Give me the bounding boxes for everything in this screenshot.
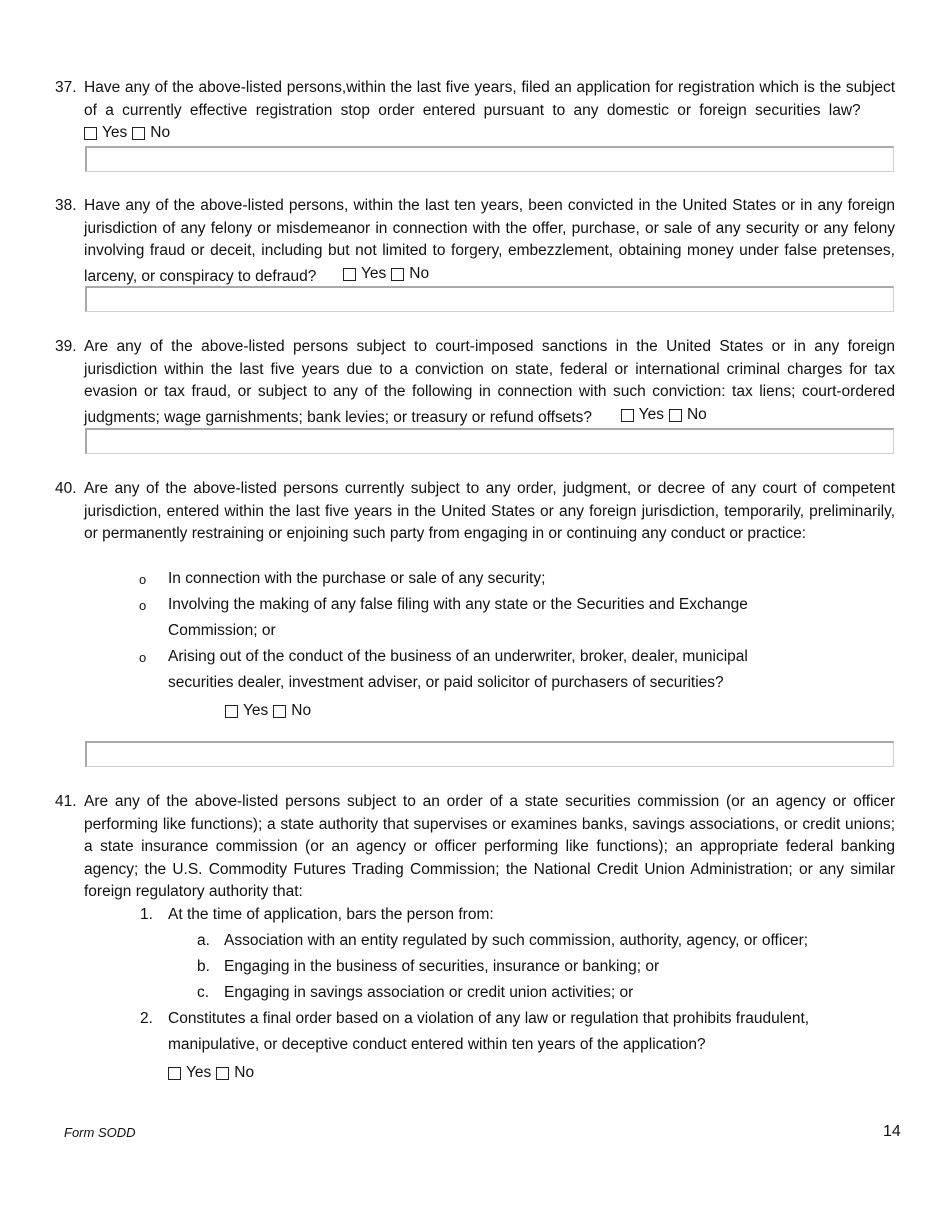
no-checkbox[interactable] xyxy=(669,409,682,422)
page-number: 14 xyxy=(883,1123,901,1140)
bullet-marker: o xyxy=(139,650,147,665)
question-text: Are any of the above-listed persons subject to an order of a state securities commission (or an agency or officer performing like functions); a state authority that supervises or examines banks, savings associations, or credit unions; a state insurance commission (or an agency or officer performing like functions); an appropriate federal banking agency; the U.S. Commodity Futures Trading Commission; the National Credit Union Administration; or any similar foreign regulatory authority that: xyxy=(84,793,895,901)
yes-no-group xyxy=(84,122,175,145)
list-marker: 2. xyxy=(140,1010,153,1027)
answer-field-38[interactable] xyxy=(85,286,894,312)
yes-checkbox[interactable] xyxy=(225,705,238,718)
question-40 xyxy=(55,478,895,546)
bullet-marker: o xyxy=(139,598,147,613)
question-body: Are any of the above-listed persons subject to court-imposed sanctions in the United States or in any foreign jurisdiction within the last five years due to a conviction on state, federal or international criminal charges for tax evasion or tax fraud, or subject to any of the following in connection with such conviction: tax liens; court-ordered judgments; wage garnishments; bank levies; or treasury or refund offsets? xyxy=(84,338,895,426)
no-checkbox[interactable] xyxy=(273,705,286,718)
question-text xyxy=(84,77,895,148)
yes-label: Yes xyxy=(102,124,128,142)
question-number: 37. xyxy=(55,79,77,96)
list-marker: 1. xyxy=(140,906,153,923)
bullet-marker: o xyxy=(139,572,147,587)
bullet-item: Involving the making of any false filing with any state or the Securities and Exchange xyxy=(168,596,748,613)
bullet-item: In connection with the purchase or sale of any security; xyxy=(168,570,546,587)
question-text: Are any of the above-listed persons currently subject to any order, judgment, or decree of any court of competent jurisdiction, entered within the last five years in the United States or any foreign jurisdiction, temporarily, preliminarily, or permanently restraining or enjoining such party from engaging in or continuing any conduct or practice: xyxy=(84,480,895,543)
yes-no-group xyxy=(343,263,434,286)
question-number: 38. xyxy=(55,197,77,214)
no-checkbox[interactable] xyxy=(391,268,404,281)
yes-checkbox[interactable] xyxy=(168,1067,181,1080)
answer-field-39[interactable] xyxy=(85,428,894,454)
no-checkbox[interactable] xyxy=(216,1067,229,1080)
question-39 xyxy=(55,336,895,429)
yes-no-group xyxy=(225,698,316,727)
question-number: 41. xyxy=(55,793,77,810)
answer-field-37[interactable] xyxy=(85,146,894,172)
yes-label: Yes xyxy=(186,1064,212,1081)
question-text xyxy=(84,336,895,429)
list-item: Association with an entity regulated by such commission, authority, agency, or officer; xyxy=(224,932,809,949)
bullet-item-continued: securities dealer, investment adviser, or paid solicitor of purchasers of securities? xyxy=(168,674,724,691)
yes-checkbox[interactable] xyxy=(621,409,634,422)
question-body: Have any of the above-listed persons,within the last five years, filed an application for registration which is the subject of a currently effective registration stop order entered pursuant to any domestic or foreign securities law? xyxy=(84,79,895,119)
list-item: Constitutes a final order based on a violation of any law or regulation that prohibits fraudulent, xyxy=(168,1010,810,1027)
question-text xyxy=(84,195,895,288)
question-38 xyxy=(55,195,895,288)
yes-no-group xyxy=(621,404,712,427)
yes-label: Yes xyxy=(638,405,664,423)
yes-label: Yes xyxy=(243,702,269,719)
list-marker: b. xyxy=(197,958,210,975)
question-37 xyxy=(55,77,895,148)
list-item-continued: manipulative, or deceptive conduct entered within ten years of the application? xyxy=(168,1036,706,1053)
question-41 xyxy=(55,791,895,904)
question-number: 40. xyxy=(55,480,77,497)
question-number: 39. xyxy=(55,338,77,355)
form-name: Form SODD xyxy=(64,1125,136,1140)
bullet-item-continued: Commission; or xyxy=(168,622,276,639)
yes-label: Yes xyxy=(360,264,387,282)
bullet-item: Arising out of the conduct of the business of an underwriter, broker, dealer, municipal xyxy=(168,648,748,665)
list-item: Engaging in the business of securities, insurance or banking; or xyxy=(224,958,660,975)
yes-no-group xyxy=(168,1060,259,1089)
yes-checkbox[interactable] xyxy=(84,127,97,140)
no-label: No xyxy=(150,124,171,142)
no-label: No xyxy=(234,1064,255,1081)
no-label: No xyxy=(409,264,430,282)
no-checkbox[interactable] xyxy=(132,127,145,140)
no-label: No xyxy=(686,405,707,423)
question-body: Have any of the above-listed persons, within the last ten years, been convicted in the United States or in any foreign jurisdiction of any felony or misdemeanor in connection with the offer, purchase, or sale of any security or any felony involving fraud or deceit, including but not limited to forgery, embezzlement, obtaining money under false pretenses, larceny, or conspiracy to defraud? xyxy=(84,197,895,285)
yes-checkbox[interactable] xyxy=(343,268,356,281)
list-item: Engaging in savings association or credit union activities; or xyxy=(224,984,634,1001)
answer-field-40[interactable] xyxy=(85,741,894,767)
no-label: No xyxy=(291,702,312,719)
list-item: At the time of application, bars the person from: xyxy=(168,906,494,923)
list-marker: c. xyxy=(197,984,210,1001)
list-marker: a. xyxy=(197,932,210,949)
